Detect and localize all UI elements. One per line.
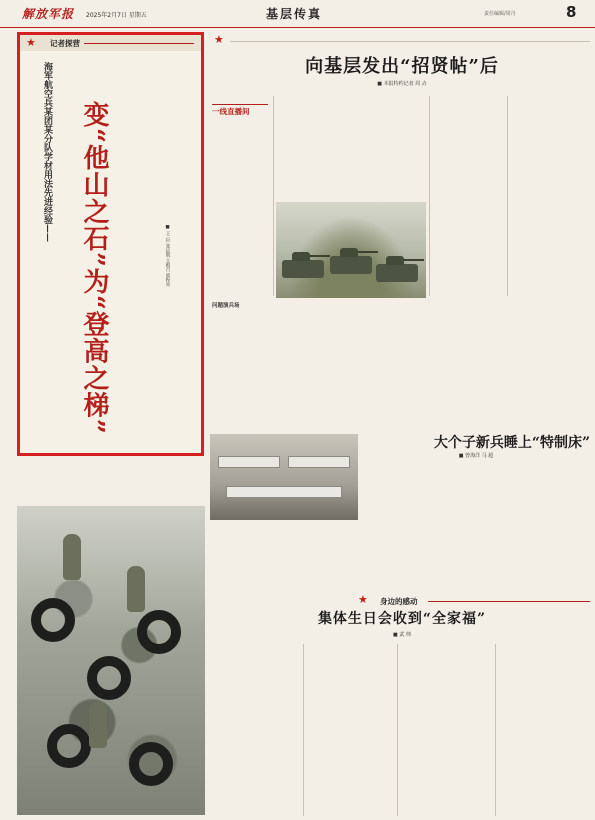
- middle-body-column: [212, 522, 282, 590]
- bed-shape: [218, 456, 280, 468]
- star-icon: ★: [26, 36, 36, 49]
- middle-body-column: [287, 522, 357, 590]
- feature-body-column: [140, 53, 200, 451]
- tire-obstacle: [31, 598, 75, 642]
- tank-shape: [282, 260, 324, 278]
- page-number: 8: [566, 3, 577, 21]
- top-body-column: [212, 118, 270, 298]
- tag-bar: [214, 34, 590, 48]
- issue-date: 2025年2月7日 星期五: [86, 12, 147, 19]
- divider: [84, 43, 194, 44]
- middle-headline: 大个子新兵睡上“特制床”: [433, 435, 590, 451]
- paper-name: 解放军报: [22, 7, 75, 21]
- bottom-byline: ■ 武 帅: [393, 632, 411, 638]
- middle-body-column: [435, 462, 507, 544]
- feature-kicker: 海军航空兵某团某分队学材用法先进经验——: [42, 62, 52, 242]
- feature-byline: ■ 王 臣 张远航 王殿召 邢程亮: [165, 225, 170, 287]
- feature-headline: 变“他山之石”为“登高之梯”: [79, 101, 109, 435]
- section-title: 基层传真: [266, 7, 323, 21]
- column-rule: [397, 644, 398, 816]
- column-rule: [303, 644, 304, 816]
- top-body-column: [432, 96, 504, 298]
- column-rule: [273, 96, 274, 296]
- bottom-headline: 集体生日会收到“全家福”: [317, 611, 487, 627]
- top-body-column: [355, 96, 427, 198]
- tire-obstacle: [87, 656, 131, 700]
- column-rule: [495, 644, 496, 816]
- column-rule: [507, 96, 508, 296]
- bed-shape: [226, 486, 342, 498]
- reporter-tag-label: 记者探营: [50, 39, 80, 48]
- middle-body-column: [275, 323, 359, 423]
- tire-obstacle: [129, 742, 173, 786]
- tank-column-photo: [276, 202, 426, 298]
- soldier-figure: [63, 534, 81, 580]
- column-rule: [429, 96, 430, 296]
- observation-label: 一线直播间: [212, 107, 250, 116]
- tank-shape: [376, 264, 418, 282]
- star-icon: ★: [358, 593, 368, 606]
- feature-article-box: [17, 32, 204, 456]
- editor-credit: 责任编辑/周丹: [484, 11, 516, 17]
- tank-shape: [330, 256, 372, 274]
- middle-body-column: [275, 301, 359, 431]
- tire-obstacle: [47, 724, 91, 768]
- bottom-body-column: [306, 644, 394, 816]
- bottom-body-column: [400, 644, 492, 816]
- feature-body-column: [16, 459, 206, 507]
- bed-shape: [288, 456, 350, 468]
- bottom-body-column: [212, 644, 300, 816]
- divider: [428, 601, 590, 602]
- feature-body-column: [24, 417, 138, 453]
- top-headline: 向基层发出“招贤帖”后: [305, 56, 499, 77]
- tire-obstacle: [137, 610, 181, 654]
- divider: [212, 104, 268, 105]
- top-body-column: [510, 96, 590, 298]
- middle-body-column: [212, 310, 270, 430]
- dormitory-photo: [210, 434, 358, 520]
- soldier-figure: [89, 702, 107, 748]
- masthead: [0, 0, 595, 28]
- section-label: 问题演兵场: [212, 303, 240, 309]
- events-label: 身边的感动: [380, 597, 418, 606]
- middle-body-column: [512, 462, 590, 544]
- top-byline: ■ 本报特约记者 周 垚: [377, 81, 427, 87]
- soldier-figure: [127, 566, 145, 612]
- star-icon: ★: [214, 33, 224, 46]
- events-tag-bar: [358, 594, 590, 608]
- middle-body-column: [358, 462, 430, 544]
- training-photo: [17, 506, 205, 815]
- bottom-body-column: [498, 644, 590, 816]
- divider: [230, 41, 590, 42]
- middle-byline: ■ 曾海洋 马 超: [458, 453, 494, 459]
- reporter-tag-bar: [20, 35, 201, 51]
- top-body-column: [277, 96, 349, 198]
